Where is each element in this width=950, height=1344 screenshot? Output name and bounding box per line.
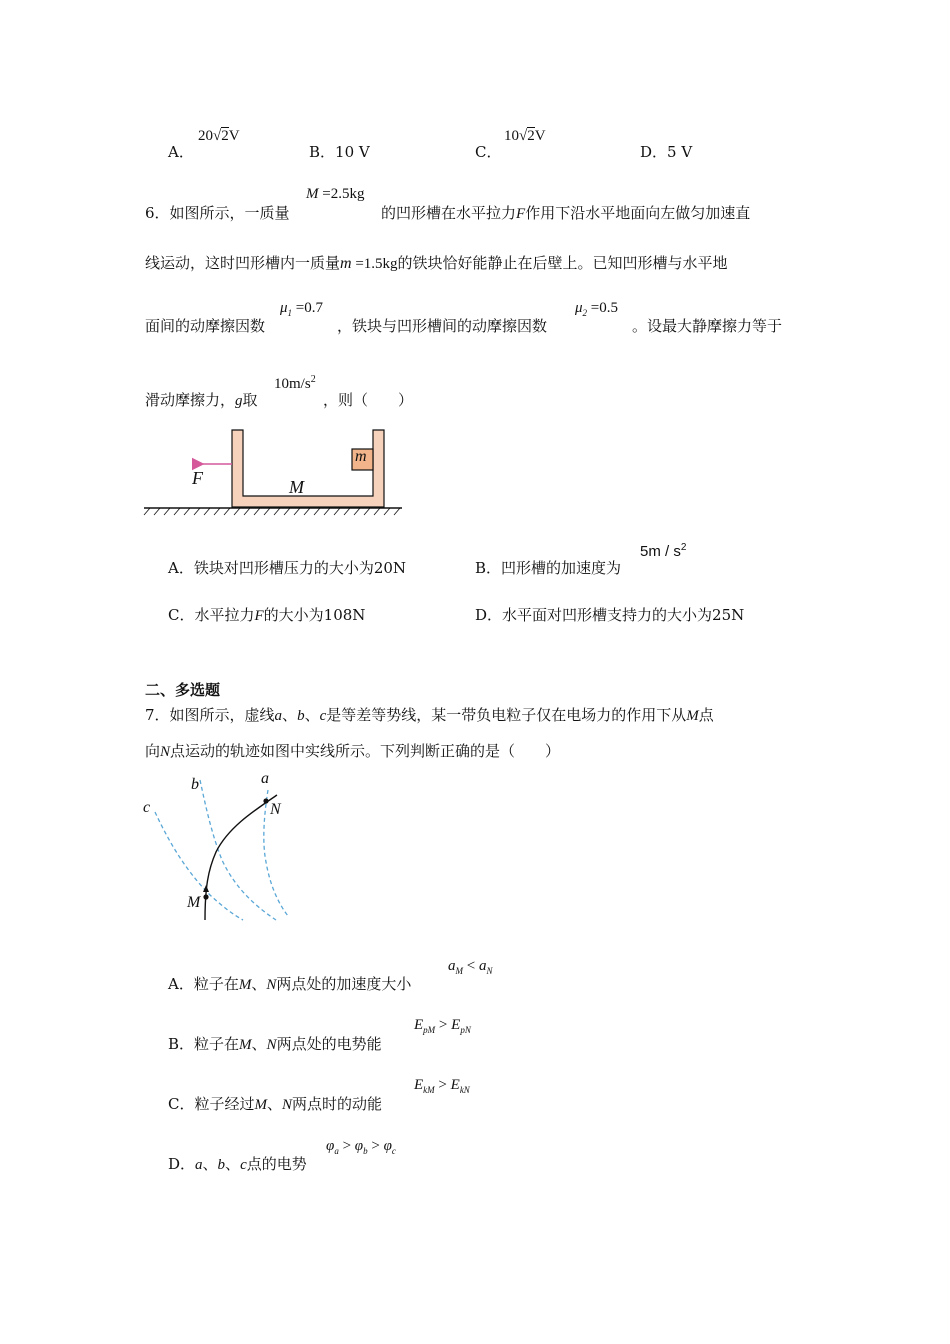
text: 的铁块恰好能静止在后壁上。已知凹形槽与水平地 [397, 254, 728, 272]
sub: c [391, 1146, 396, 1156]
q5-option-b: B．10 V [309, 143, 370, 161]
var-F: F [254, 608, 264, 624]
sub: pN [460, 1025, 471, 1035]
section-title: 二、多选题 [145, 681, 221, 699]
value: =2.5kg [318, 186, 365, 202]
var-mu: μ [575, 300, 583, 316]
fig-label-M: M [289, 477, 304, 497]
fig-label-c: c [143, 799, 151, 816]
var-M: M [254, 1097, 267, 1113]
var-b: b [297, 708, 305, 724]
var: E [451, 1017, 461, 1033]
trajectory [205, 795, 277, 920]
q6-line3-start: 面间的动摩擦因数 [145, 317, 266, 335]
point-N [263, 798, 268, 803]
text: 两点处的电势能 [276, 1035, 382, 1053]
var-M: M [238, 977, 252, 993]
text: 向 [145, 742, 161, 760]
operator: > [338, 1138, 355, 1154]
text: 两点时的动能 [292, 1095, 383, 1113]
exp: 2 [310, 374, 316, 385]
text: 两点处的加速度大小 [276, 975, 412, 993]
q7-option-c [168, 1093, 382, 1114]
var: E [450, 1077, 460, 1093]
sep: 、 [266, 1095, 282, 1113]
sqrt-symbol: √ [519, 128, 528, 144]
coef: 20 [198, 128, 213, 144]
var-M: M [686, 708, 699, 724]
q7-option-b-formula [414, 1017, 471, 1035]
var: a [478, 958, 487, 974]
var-c: c [240, 1157, 247, 1173]
var-N: N [160, 744, 171, 760]
q6-line3-end: 。设最大静摩擦力等于 [632, 317, 783, 335]
text: 滑动摩擦力， [145, 391, 236, 409]
sub: N [486, 966, 493, 976]
text: 点 [698, 706, 714, 724]
var-c: c [319, 708, 327, 724]
sep: 、 [251, 975, 267, 993]
value: 10m/s [274, 376, 311, 392]
fig-label-N: N [270, 801, 281, 818]
q7-option-a-formula [448, 958, 492, 976]
sep: 、 [251, 1035, 267, 1053]
coef: 10 [504, 128, 519, 144]
value: =0.5 [587, 300, 618, 316]
var-a: a [274, 708, 283, 724]
radicand: 2 [221, 128, 229, 144]
text: 是等差等势线，某一带负电粒子仅在电场力的作用下从 [326, 706, 687, 724]
sep: 、 [304, 706, 320, 724]
sqrt-symbol: √ [213, 128, 222, 144]
var-m: m [340, 255, 352, 272]
fig-label-F: F [192, 468, 203, 488]
text: 的凹形槽在水平拉力 [381, 204, 517, 222]
operator: > [435, 1017, 452, 1033]
sep: 、 [282, 706, 298, 724]
var-b: b [217, 1157, 226, 1173]
point-M [203, 894, 208, 899]
var-a: a [195, 1157, 203, 1173]
radicand: 2 [527, 128, 535, 144]
sep: 、 [225, 1155, 241, 1173]
q6-line1-start: 6．如图所示，一质量 [145, 204, 290, 222]
value: =1.5kg [351, 256, 398, 272]
sub: b [363, 1146, 368, 1156]
sep: 、 [202, 1155, 218, 1173]
q7-option-d [168, 1153, 307, 1174]
fig-label-M: M [187, 894, 201, 911]
q6-option-d: D．水平面对凹形槽支持力的大小为25N [475, 606, 745, 624]
text: 的大小为108N [263, 606, 366, 624]
var-N: N [282, 1097, 293, 1113]
text: 取 [242, 391, 258, 409]
var: E [414, 1077, 424, 1093]
text: D． [168, 1155, 196, 1173]
var: a [448, 958, 456, 974]
var-mu: μ [280, 300, 288, 316]
operator: > [367, 1138, 384, 1154]
fig-label-m: m [355, 448, 367, 465]
var-M: M [306, 186, 319, 202]
q7-option-b [168, 1033, 382, 1054]
option-letter: A． [168, 143, 194, 161]
text: B．粒子在 [168, 1035, 240, 1053]
q7-option-c-formula [414, 1077, 470, 1095]
q6-line3-mid: ，铁块与凹形槽间的动摩擦因数 [337, 317, 548, 335]
unit: V [534, 128, 546, 144]
var-F: F [516, 206, 526, 222]
q5-option-d: D．5 V [640, 143, 693, 161]
q6-option-a: A．铁块对凹形槽压力的大小为20N [168, 559, 407, 577]
q6-option-b: B．凹形槽的加速度为 [475, 559, 622, 577]
unit: V [228, 128, 240, 144]
sub: 1 [287, 308, 293, 318]
operator: < [463, 958, 479, 974]
sub: kN [459, 1085, 470, 1095]
q7-option-a [168, 973, 411, 994]
var-phi: φ [383, 1138, 392, 1154]
sub: kM [423, 1085, 435, 1095]
var-phi: φ [326, 1138, 335, 1154]
text: 作用下沿水平地面向左做匀加速直 [525, 204, 751, 222]
q7-option-d-formula [326, 1138, 396, 1156]
var-g: g [235, 393, 243, 409]
sub: a [334, 1146, 339, 1156]
sub: 2 [582, 308, 588, 318]
var-M: M [239, 1037, 252, 1053]
var-N: N [266, 977, 277, 993]
text: C．水平拉力 [168, 606, 255, 624]
exp: 2 [680, 542, 687, 553]
text: C．粒子经过 [168, 1095, 255, 1113]
text: 线运动，这时凹形槽内一质量 [145, 254, 341, 272]
var-phi: φ [354, 1138, 364, 1154]
value: =0.7 [292, 300, 323, 316]
sub: pM [423, 1025, 436, 1035]
var-N: N [266, 1037, 277, 1053]
text: A．粒子在 [168, 975, 239, 993]
var: E [414, 1017, 424, 1033]
text: 点的电势 [246, 1155, 307, 1173]
value: 5m / s [640, 543, 681, 560]
q6-line4-end: ，则（ ） [323, 391, 414, 409]
text: 点运动的轨迹如图中实线所示。下列判断正确的是（ ） [170, 742, 561, 760]
operator: > [434, 1077, 451, 1093]
fig-label-b: b [191, 776, 199, 793]
option-letter: C． [475, 143, 502, 161]
fig-label-a: a [261, 770, 269, 787]
sub: M [455, 966, 463, 976]
text: 7．如图所示，虚线 [145, 706, 275, 724]
